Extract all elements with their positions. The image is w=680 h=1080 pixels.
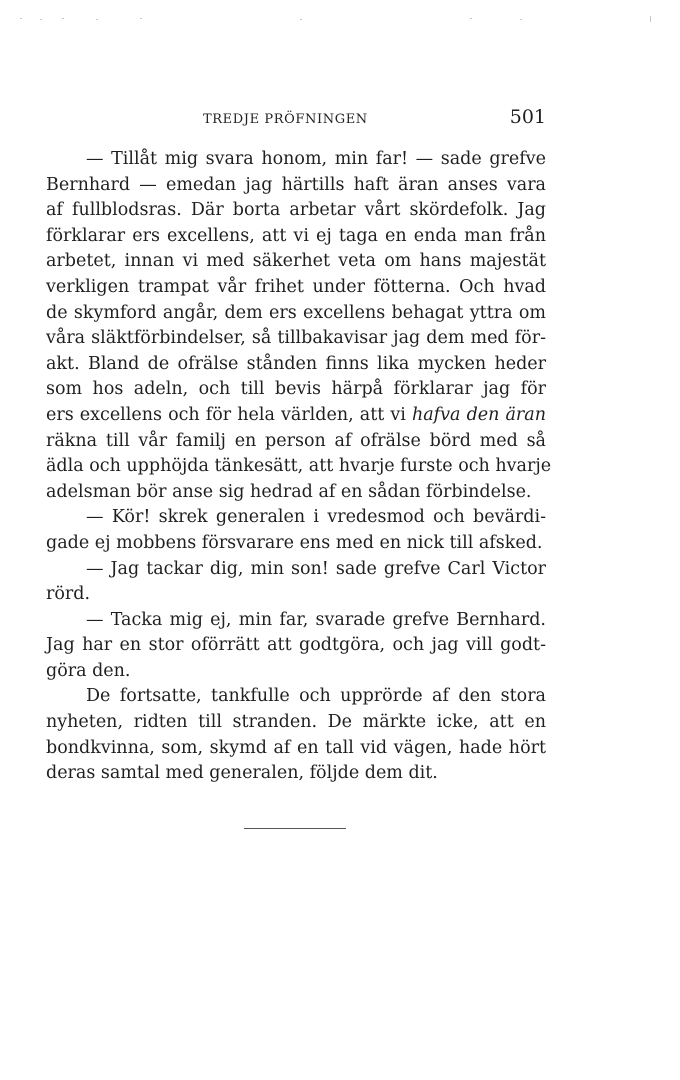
line-text: rörd. [46, 584, 91, 605]
line-text: ers excellens och för hela världen, att vi [46, 404, 406, 425]
line-text: deras samtal med generalen, följde dem dit. [46, 763, 438, 784]
text-line [46, 275, 546, 301]
italic-phrase: hafva den äran [411, 404, 546, 425]
speck [520, 19, 522, 20]
line-text: — Jag tackar dig, min son! sade grefve Carl Victor [86, 558, 546, 579]
text-line [46, 480, 546, 506]
line-text: adelsman bör anse sig hedrad af en sådan förbindelse. [46, 481, 532, 502]
text-line [46, 198, 546, 224]
line-text: akt. Bland de ofrälse stånden finns lika mycken heder [46, 353, 546, 374]
speck [140, 18, 142, 19]
text-line [46, 761, 546, 787]
page-header [46, 106, 546, 134]
text-line [46, 173, 546, 199]
text-line [46, 608, 546, 634]
line-text: — Tacka mig ej, min far, svarade grefve Bernhard. [86, 609, 546, 630]
text-line [46, 582, 546, 608]
text-line [46, 454, 552, 480]
line-text: Bernhard — emedan jag härtills haft äran anses vara [46, 174, 546, 195]
line-text: ädla och upphöjda tänkesätt, att hvarje furste och hvarje [46, 456, 552, 477]
line-text: af fullblodsras. Där borta arbetar vårt skördefolk. Jag [46, 200, 546, 221]
line-text: — Tillåt mig svara honom, min far! — sade grefve [86, 149, 546, 169]
text-line [46, 249, 546, 275]
line-text: som hos adeln, och till bevis härpå förklarar jag för [46, 379, 546, 400]
line-text: — Kör! skrek generalen i vredesmod och bevärdi- [86, 507, 546, 528]
line-text: räkna till vår familj en person af ofrälse börd med så [46, 430, 546, 451]
text-line [46, 403, 546, 429]
text-line [46, 377, 546, 403]
speck [300, 19, 302, 20]
line-text: våra släktförbindelser, så tillbakavisar jag dem med för- [46, 328, 546, 349]
speck [62, 18, 64, 19]
line-text: De fortsatte, tankfulle och upprörde af den stora [86, 686, 546, 707]
page-number: 501 [509, 106, 546, 128]
line-text: förklarar ers excellens, att vi ej taga en enda man från [46, 225, 546, 246]
text-line [46, 224, 546, 250]
text-line [46, 633, 546, 659]
line-text: nyheten, ridten till stranden. De märkte icke, att en [46, 712, 546, 733]
text-line [46, 326, 546, 352]
text-line [46, 301, 546, 327]
text-line [46, 352, 546, 378]
line-text: göra den. [46, 660, 131, 681]
text-line [46, 147, 546, 173]
text-line [46, 505, 546, 531]
text-line [46, 659, 546, 685]
scan-speckles [0, 14, 680, 24]
line-text: gade ej mobbens försvarare ens med en nick till afsked. [46, 532, 543, 553]
line-text: verkligen trampat vår frihet under fötterna. Och hvad [46, 276, 546, 297]
running-head: TREDJE PRÖFNINGEN [203, 112, 368, 127]
line-text: de skymford angår, dem ers excellens behagat yttra om [46, 302, 546, 323]
line-text: Jag har en stor oförrätt att godtgöra, och jag vill godt- [46, 635, 546, 656]
text-line [46, 736, 546, 762]
text-line [46, 531, 546, 557]
line-text: arbetet, innan vi med säkerhet veta om hans majestät [46, 251, 546, 272]
speck [40, 19, 42, 20]
line-text: bondkvinna, som, skymd af en tall vid vägen, hade hört [46, 737, 546, 758]
text-line [46, 557, 546, 583]
text-line [46, 429, 546, 455]
text-line [46, 710, 546, 736]
end-rule [244, 828, 346, 829]
speck [96, 19, 98, 20]
speck [650, 16, 651, 22]
body-text [46, 147, 552, 787]
text-line [46, 684, 546, 710]
speck [470, 18, 472, 19]
speck [20, 18, 22, 19]
